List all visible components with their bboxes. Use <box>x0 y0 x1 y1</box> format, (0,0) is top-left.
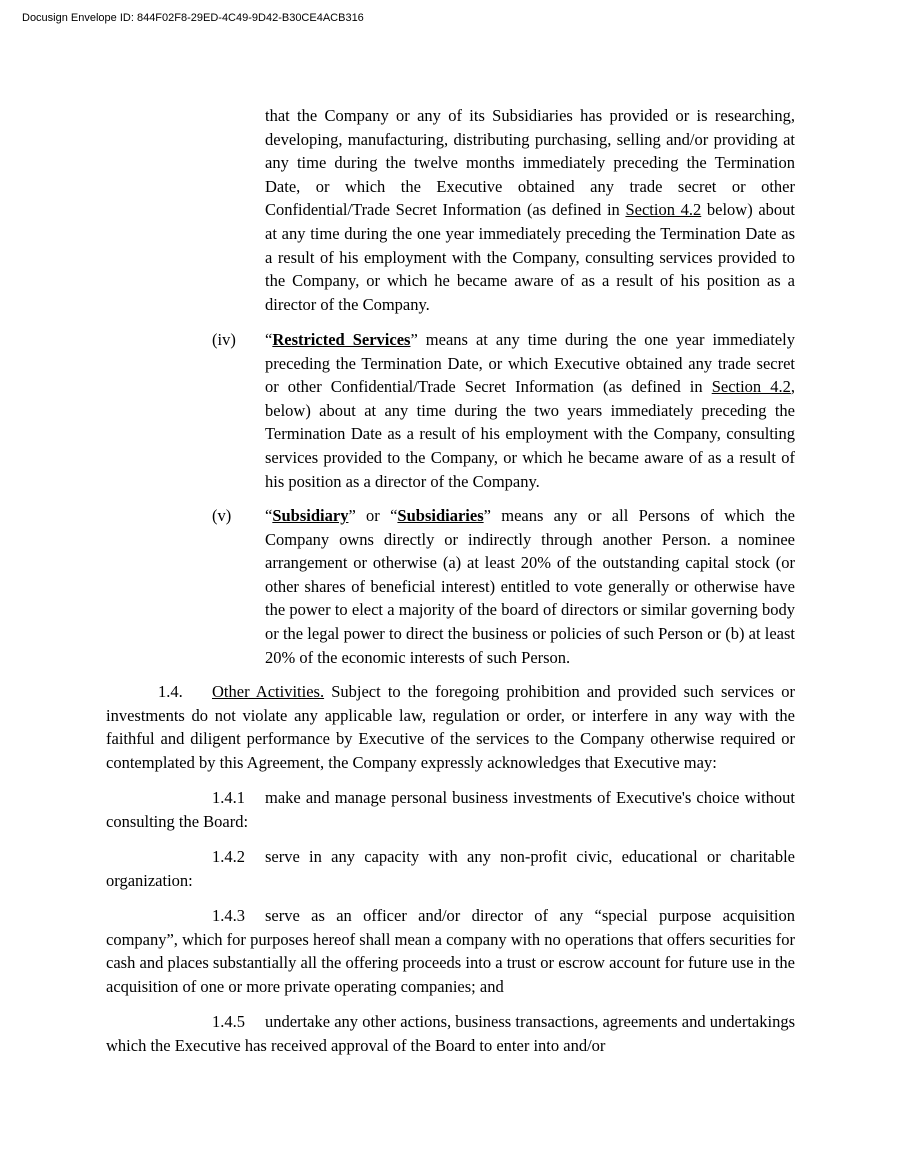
restricted-services-term: Restricted Services <box>272 330 411 349</box>
section-1-4-3-text: serve as an officer and/or director of any “special purpose acquisition company”, which for purposes hereof shall mean a company with no operations that offers securities for cash and places substantially all the offering proceeds into a trust or escrow account for future use in the acquisition of one or more private operating companies; and <box>106 906 795 996</box>
continuation-text-a: that the Company or any of its Subsidiaries has provided or is researching, developing, manufacturing, distributing purchasing, selling and/or providing at any time during the twelve months immediately preceding the Termination Date, or which the Executive obtained any trade secret or other Confidential/Trade Secret Information (as defined in <box>265 106 795 220</box>
section-1-4-paragraph <box>106 680 795 774</box>
section-1-4-1-number: 1.4.1 <box>212 788 245 807</box>
item-v-paragraph <box>265 504 795 669</box>
other-activities-heading: Other Activities. <box>212 682 325 701</box>
section-1-4-1-paragraph <box>106 786 795 833</box>
section-1-4-text: Subject to the foregoing prohibition and provided such services or investments do not violate any applicable law, regulation or order, or interfere in any way with the faithful and diligent performance by Executive of the services to the Company otherwise required or contemplated by this Agreement, the Company expressly acknowledges that Executive may: <box>106 682 795 772</box>
item-iv-open-quote: “ <box>265 330 273 349</box>
section-1-4-number: 1.4. <box>158 682 183 701</box>
section-4-2-reference: Section 4.2 <box>625 200 702 220</box>
item-v-text: ” means any or all Persons of which the Company owns directly or indirectly through another Person. a nominee arrangement or otherwise (a) at least 20% of the outstanding capital stock (or other shares of beneficial interest) entitled to vote generally or otherwise have the power to elect a majority of the board of directors or similar governing body or the legal power to direct the business or policies of such Person or (b) at least 20% of the economic interests of such Person. <box>265 506 795 667</box>
section-1-4-2-text: serve in any capacity with any non-profit civic, educational or charitable organization: <box>106 847 795 890</box>
section-1-4-5-text: undertake any other actions, business transactions, agreements and undertakings which the Executive has received approval of the Board to enter into and/or <box>106 1012 795 1055</box>
subsidiaries-term: Subsidiaries <box>397 506 484 525</box>
subsidiary-term: Subsidiary <box>272 506 349 525</box>
section-4-2-reference: Section 4.2 <box>711 377 791 397</box>
item-v-number: (v) <box>212 506 232 525</box>
item-iv-text-a: ” means at any time during the one year immediately preceding the Termination Date, or which Executive obtained any trade secret or other Confidential/Trade Secret Information (as defined in <box>265 330 795 397</box>
section-1-4-5-paragraph <box>106 1010 795 1057</box>
section-1-4-3-number: 1.4.3 <box>212 906 245 925</box>
envelope-id: Docusign Envelope ID: 844F02F8-29ED-4C49-9D42-B30CE4ACB316 <box>22 12 364 24</box>
continuation-text-b: below) about at any time during the one year immediately preceding the Termination Date as a result of his employment with the Company, consulting services provided to the Company, or which he became aware of as a result of his position as a director of the Company. <box>265 200 796 314</box>
item-v-open-quote: “ <box>265 506 273 525</box>
continuation-paragraph <box>265 104 795 316</box>
section-1-4-1-text: make and manage personal business investments of Executive's choice without consulting the Board: <box>106 788 795 831</box>
section-1-4-2-paragraph <box>106 845 795 892</box>
item-iv-number: (iv) <box>212 330 236 349</box>
item-v-mid: ” or “ <box>348 506 398 525</box>
section-1-4-5-number: 1.4.5 <box>212 1012 245 1031</box>
item-iv-paragraph <box>265 328 795 493</box>
section-1-4-2-number: 1.4.2 <box>212 847 245 866</box>
item-iv-text-b: , below) about at any time during the two years immediately preceding the Termination Date as a result of his employment with the Company, consulting services provided to the Company, or which he became aware of as a result of his position as a director of the Company. <box>265 377 795 491</box>
section-1-4-3-paragraph <box>106 904 795 998</box>
